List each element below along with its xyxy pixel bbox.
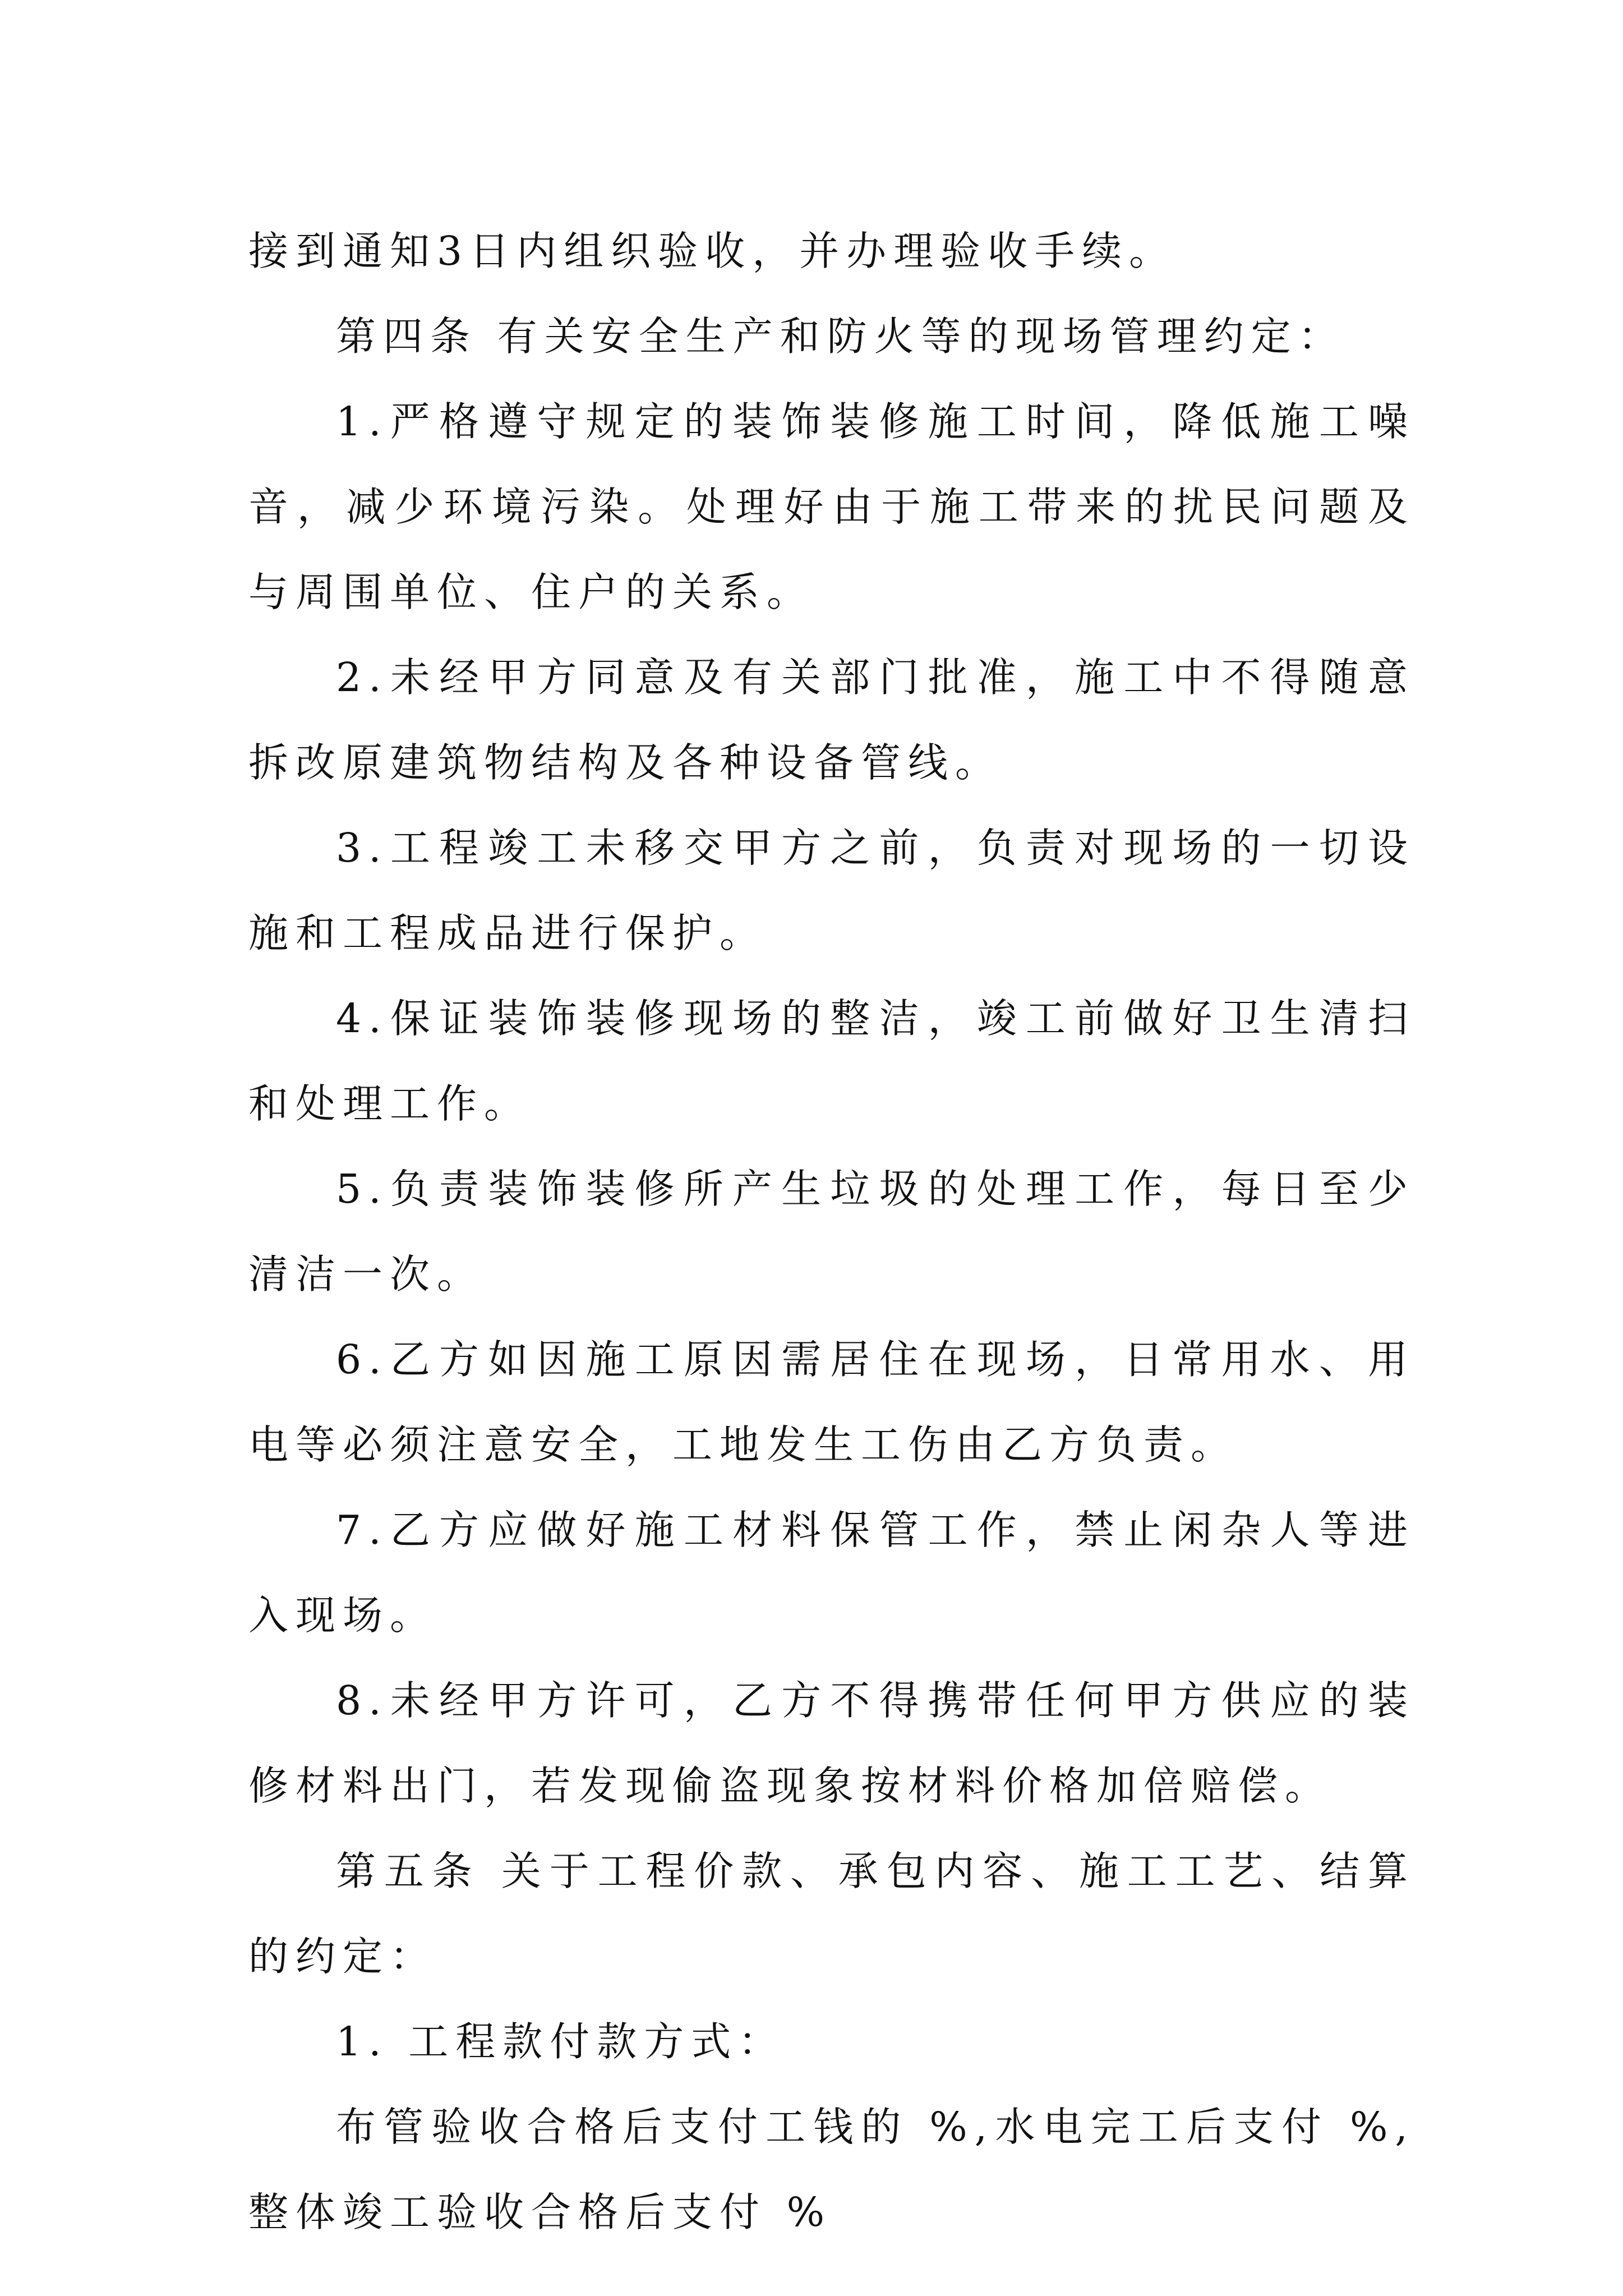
article-4-item-5: 5.负责装饰装修所产生垃圾的处理工作，每日至少清洁一次。 — [248, 1166, 1415, 1297]
payment-terms: 布管验收合格后支付工钱的 %,水电完工后支付 %,整体竣工验收合格后支付 % — [248, 2104, 1415, 2235]
article-5-item-1: 1. 工程款付款方式： — [336, 2018, 786, 2065]
document-body — [248, 209, 1415, 2255]
article-4-heading: 第四条 有关安全生产和防火等的现场管理约定： — [336, 313, 1345, 360]
article-5-heading: 第五条 关于工程价款、承包内容、施工工艺、结算的约定： — [248, 1848, 1415, 1980]
article-4-item-2: 2.未经甲方同意及有关部门批准，施工中不得随意拆改原建筑物结构及各种设备管线。 — [248, 654, 1415, 786]
article-4-item-1: 1.严格遵守规定的装饰装修施工时间，降低施工噪音，减少环境污染。处理好由于施工带来的扰民问题及与周围单位、住户的关系。 — [248, 398, 1415, 615]
paragraph-acceptance-notice: 接到通知3日内组织验收，并办理验收手续。 — [248, 228, 1177, 274]
article-4-item-7: 7.乙方应做好施工材料保管工作，禁止闲杂人等进入现场。 — [248, 1507, 1415, 1639]
article-4-item-4: 4.保证装饰装修现场的整洁，竣工前做好卫生清扫和处理工作。 — [248, 995, 1415, 1127]
article-4-item-3: 3.工程竣工未移交甲方之前，负责对现场的一切设施和工程成品进行保护。 — [248, 825, 1415, 956]
article-4-item-6: 6.乙方如因施工原因需居住在现场，日常用水、用电等必须注意安全，工地发生工伤由乙方负责。 — [248, 1336, 1415, 1468]
article-4-item-8: 8.未经甲方许可，乙方不得携带任何甲方供应的装修材料出门，若发现偷盗现象按材料价格加倍赔偿。 — [248, 1677, 1415, 1809]
